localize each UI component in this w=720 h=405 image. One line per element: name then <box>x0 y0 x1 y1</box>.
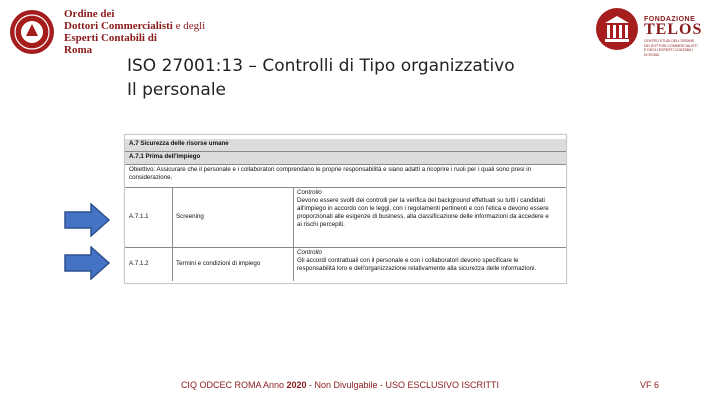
control-line: Gli accordi contrattuali con il personale e con i collaboratori devono specificare le <box>297 257 519 264</box>
telos-sub-line-2: DEI DOTTORI COMMERCIALISTI <box>644 43 698 48</box>
table-subsection-row <box>125 152 566 165</box>
objective-line-2: considerazione. <box>129 174 173 181</box>
objective-text <box>129 166 531 182</box>
title-line-1: ISO 27001:13 – Controlli di Tipo organizzativo <box>127 56 515 76</box>
odcec-seal-icon <box>8 8 56 56</box>
slide-title <box>127 54 515 102</box>
footer-left: CIQ ODCEC ROMA Anno <box>180 380 287 390</box>
section-title: A.7 Sicurezza delle risorse umane <box>129 140 229 147</box>
table-objective-row <box>125 165 566 188</box>
footer-year: 2020 <box>286 380 307 390</box>
org-line-4: Esperti Contabili di <box>64 32 157 44</box>
telos-logo <box>594 6 714 66</box>
odcec-name <box>64 8 205 56</box>
control-id: A.7.1.1 <box>129 213 149 220</box>
page-number: VF 6 <box>640 380 660 390</box>
control-line: Devono essere svolti dei controlli per la verifica del background effettuati su tutti i candidati <box>297 197 545 204</box>
org-line-5: Roma <box>64 44 93 56</box>
telos-sub-line-1: CENTRO STUDI DELL'ORDINE <box>644 39 695 43</box>
telos-subtitle <box>644 39 708 57</box>
title-line-2: Il personale <box>127 80 227 100</box>
control-label: Controllo <box>297 189 322 196</box>
table-row <box>125 248 566 281</box>
temple-icon <box>594 6 640 52</box>
org-line-3: e degli <box>175 20 206 32</box>
org-line-1: Ordine dei <box>64 8 115 20</box>
footer-right: - Non Divulgabile - USO ESCLUSIVO ISCRITTI <box>306 380 500 390</box>
control-name: Termini e condizioni di impiego <box>176 260 261 267</box>
right-arrow-icon <box>64 203 110 237</box>
control-label: Controllo <box>297 249 322 256</box>
subsection-title: A.7.1 Prima dell'impiego <box>129 153 201 160</box>
telos-sub-line-3: E DEGLI ESPERTI CONTABILI <box>644 48 693 52</box>
table-section-row <box>125 139 566 152</box>
telos-name: TELOS <box>644 21 703 38</box>
org-line-2: Dottori Commercialisti <box>64 20 173 32</box>
telos-wordmark <box>644 16 708 57</box>
control-line: proporzionati alle esigenze di business, alla classificazione delle informazioni da accedere e <box>297 213 549 220</box>
footer-text <box>160 380 520 390</box>
control-line: responsabilità loro e dell'organizzazione relativamente alla sicurezza delle informazioni. <box>297 265 537 272</box>
control-name: Screening <box>176 213 204 220</box>
control-id: A.7.1.2 <box>129 260 149 267</box>
control-description <box>297 249 536 273</box>
telos-small-label: FONDAZIONE <box>644 16 696 23</box>
control-line: all'impiego in accordo con le leggi, con i regolamenti pertinenti e con l'etica e devono essere <box>297 205 549 212</box>
objective-line-1: Obiettivo: Assicurare che il personale e i collaboratori comprendano le proprie responsabilità e siano adatti a ricoprire i ruoli per i quali sono presi in <box>129 166 532 173</box>
right-arrow-icon <box>64 246 110 280</box>
control-line: ai rischi percepiti. <box>297 221 345 228</box>
controls-table <box>124 134 567 284</box>
telos-sub-line-4: DI ROMA <box>644 52 659 57</box>
table-row <box>125 188 566 248</box>
control-description <box>297 189 549 229</box>
